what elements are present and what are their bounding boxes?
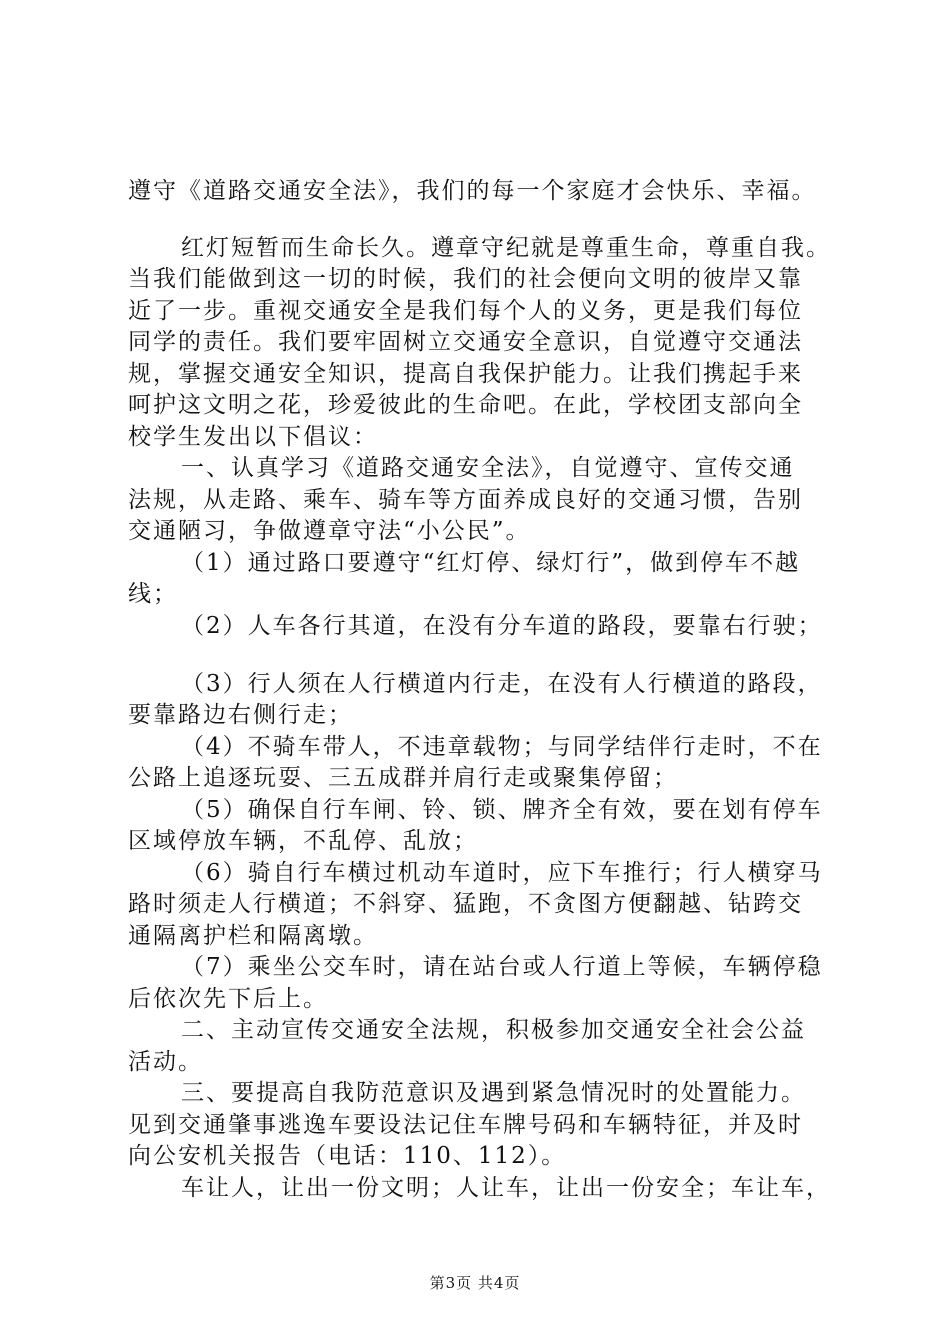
text-line: （1）通过路口要遵守“红灯停、绿灯行”，做到停车不越 (181, 550, 801, 576)
text-line: 当我们能做到这一切的时候，我们的社会便向文明的彼岸又靠 (128, 266, 803, 292)
text-line: 红灯短暂而生命长久。遵章守纪就是尊重生命，尊重自我。 (181, 235, 831, 261)
text-line: 遵守《道路交通安全法》，我们的每一个家庭才会快乐、幸福。 (128, 178, 817, 204)
text-line: 规，掌握交通安全知识，提高自我保护能力。让我们携起手来 (128, 361, 803, 387)
text-line: 车让人，让出一份文明；人让车，让出一份安全；车让车， (181, 1175, 831, 1201)
text-line: 见到交通肇事逃逸车要设法记住车牌号码和车辆特征，并及时 (128, 1112, 803, 1138)
text-line: 交通陋习，争做遵章守法“小公民”。 (128, 518, 531, 544)
text-line: 后依次先下后上。 (128, 986, 328, 1012)
text-line: （5）确保自行车闸、铃、锁、牌齐全有效，要在划有停车 (181, 797, 823, 823)
text-line: 向公安机关报告（电话：110、112）。 (128, 1143, 567, 1169)
text-line: 二、主动宣传交通安全法规，积极参加交通安全社会公益 (181, 1017, 806, 1043)
text-line: （2）人车各行其道，在没有分车道的路段，要靠右行驶； (181, 613, 823, 639)
text-line: 活动。 (128, 1049, 203, 1075)
text-line: 一、认真学习《道路交通安全法》，自觉遵守、宣传交通 (181, 455, 795, 481)
text-line: 通隔离护栏和隔离墩。 (128, 923, 378, 949)
text-line: （4）不骑车带人，不违章载物；与同学结伴行走时，不在 (181, 734, 823, 760)
text-line: 三、要提高自我防范意识及遇到紧急情况时的处置能力。 (181, 1080, 806, 1106)
text-line: （3）行人须在人行横道内行走，在没有人行横道的路段， (181, 671, 823, 697)
page-footer: 第3页 共4页 (429, 1274, 521, 1292)
text-line: 近了一步。重视交通安全是我们每个人的义务，更是我们每位 (128, 298, 803, 324)
text-line: 公路上追逐玩耍、三五成群并肩行走或聚集停留； (128, 765, 678, 791)
text-line: 同学的责任。我们要牢固树立交通安全意识，自觉遵守交通法 (128, 329, 803, 355)
text-line: 校学生发出以下倡议： (128, 424, 378, 450)
text-line: 路时须走人行横道；不斜穿、猛跑，不贪图方便翻越、钻跨交 (128, 891, 803, 917)
text-line: （6）骑自行车横过机动车道时，应下车推行；行人横穿马 (181, 860, 823, 886)
text-line: 线； (128, 581, 178, 607)
text-line: 呵护这文明之花，珍爱彼此的生命吧。在此，学校团支部向全 (128, 392, 803, 418)
text-line: 要靠路边右侧行走； (128, 702, 353, 728)
text-line: 法规，从走路、乘车、骑车等方面养成良好的交通习惯，告别 (128, 487, 803, 513)
text-line: （7）乘坐公交车时，请在站台或人行道上等候，车辆停稳 (181, 954, 823, 980)
text-line: 区域停放车辆，不乱停、乱放； (128, 828, 478, 854)
